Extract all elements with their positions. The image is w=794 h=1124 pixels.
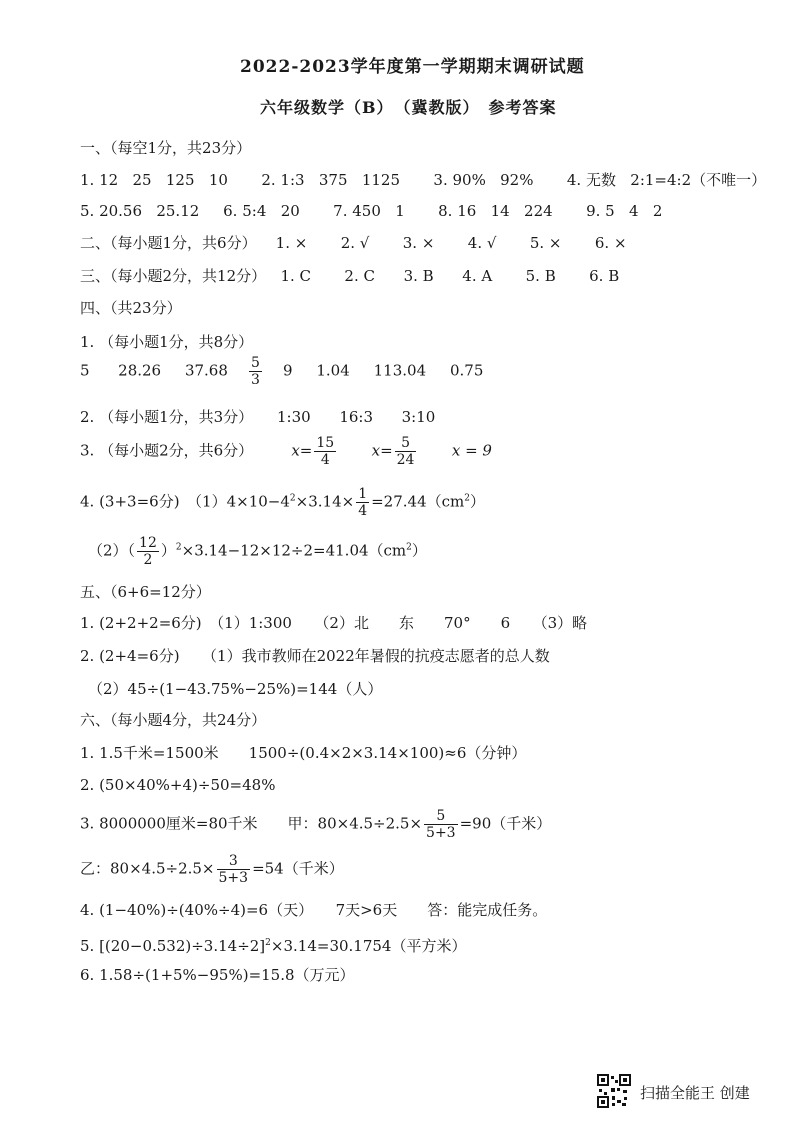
- section-4-q1-header: 1. （每小题1分，共8分）: [80, 333, 254, 351]
- section-1-header: 一、（每空1分，共23分）: [80, 139, 252, 157]
- answer: 4: [629, 202, 639, 220]
- answer: 1.04: [316, 361, 350, 380]
- answer: 25: [132, 171, 152, 189]
- section-3-header: 三、（每小题2分，共12分）: [80, 267, 267, 285]
- fraction: $\frac{12}{2}$: [139, 535, 157, 568]
- answer: 6. ×: [594, 234, 627, 252]
- fraction: $\frac{5}{3}$: [250, 355, 260, 388]
- answer: 2. √: [340, 234, 370, 252]
- section-1-row-2: [80, 201, 662, 221]
- section-6-q4: 4. (1−40%)÷(40%÷4)=6（天） 7天>6天 答：能完成任务。: [80, 901, 548, 919]
- answer: 20: [280, 202, 300, 220]
- section-6-q3b: [80, 853, 344, 886]
- equals-sign: =: [299, 441, 313, 460]
- answer: x = 9: [451, 441, 492, 460]
- section-5-q2: 2. (2+4=6分) （1）我市教师在2022年暑假的抗疫志愿者的总人数: [80, 647, 550, 665]
- expression: ）: [411, 541, 427, 560]
- expression: =27.44（cm: [371, 492, 465, 511]
- expression: 4. (3+3=6分) （1）4×10−4: [80, 492, 290, 511]
- answer: 5. ×: [529, 234, 562, 252]
- section-4-q4b: [88, 535, 427, 568]
- answer: 37.68: [184, 361, 228, 380]
- answer: 125: [165, 171, 195, 189]
- answer: 3:10: [401, 408, 436, 426]
- answer: 5: [80, 361, 90, 380]
- answer: 9. 5: [586, 202, 615, 220]
- expression: （2）（: [88, 541, 136, 560]
- fraction: $\frac{1}{4}$: [358, 486, 368, 519]
- question-label: 3. （每小题2分，共6分）: [80, 441, 254, 460]
- answer: 4. A: [462, 267, 493, 285]
- question-label: 2. （每小题1分，共3分）: [80, 408, 254, 426]
- answer: 16:3: [339, 408, 373, 426]
- equals-sign: =: [380, 441, 393, 460]
- answer: 8. 16: [438, 202, 477, 220]
- answer: 4. 无数: [566, 171, 616, 189]
- expression: 3. 8000000厘米=80千米 甲：80×4.5÷2.5×: [80, 814, 423, 833]
- answer: 2. 1:3: [261, 171, 305, 189]
- expression: ×3.14×: [295, 492, 355, 511]
- section-6-header: 六、（每小题4分，共24分）: [80, 711, 267, 729]
- answer: 0.75: [449, 361, 484, 380]
- answer: 3. B: [403, 267, 434, 285]
- section-4-q4a: [80, 486, 485, 519]
- exponent: 2: [265, 938, 271, 948]
- section-6-q6: 6. 1.58÷(1+5%−95%)=15.8（万元）: [80, 966, 355, 984]
- expression: ）: [160, 541, 176, 560]
- page-subtitle: 六年级数学（B） （冀教版） 参考答案: [260, 98, 557, 117]
- answer: 6. 5:4: [223, 202, 267, 220]
- answer: 7. 450: [333, 202, 381, 220]
- section-4-q1-values: [80, 355, 483, 388]
- section-2: [80, 233, 627, 253]
- answer: 375: [318, 171, 348, 189]
- answer: 1. ×: [275, 234, 308, 252]
- section-3: [80, 266, 619, 286]
- answer: 113.04: [373, 361, 427, 380]
- answer: 1125: [361, 171, 401, 189]
- expression: 乙：80×4.5÷2.5×: [80, 859, 215, 878]
- answer: 14: [490, 202, 510, 220]
- page-title: 2022-2023学年度第一学期期末调研试题: [240, 57, 585, 77]
- exponent: 2: [406, 542, 412, 553]
- expression: ×3.14−12×12÷2=41.04（cm: [181, 541, 407, 560]
- variable-x: x: [371, 441, 381, 460]
- answer: 2:1=4:2（不唯一）: [630, 171, 767, 189]
- answer: 5. 20.56: [80, 202, 143, 220]
- exponent: 2: [289, 493, 296, 504]
- section-2-header: 二、（每小题1分，共6分）: [80, 234, 257, 252]
- section-6-q1: 1. 1.5千米=1500米 1500÷(0.4×2×3.14×100)≈6（分钟）: [80, 744, 527, 762]
- fraction: $\frac{15}{4}$: [316, 435, 335, 468]
- section-5-q2b: （2）45÷(1−43.75%−25%)=144（人）: [88, 680, 383, 698]
- section-6-q3: [80, 808, 551, 841]
- variable-x: x: [291, 441, 300, 460]
- answer: 28.26: [118, 361, 162, 380]
- section-4-q2: [80, 407, 435, 427]
- expression: ）: [469, 492, 485, 511]
- answer: 92%: [500, 171, 534, 189]
- qr-code-icon: [597, 1074, 631, 1108]
- answer: 10: [208, 171, 228, 189]
- answer: 4. √: [467, 234, 497, 252]
- answer: 9: [282, 361, 293, 380]
- section-5-q1: 1. (2+2+2=6分) （1）1:300 （2）北 东 70° 6 （3）略: [80, 614, 588, 632]
- answer: 1:30: [277, 408, 311, 426]
- fraction: $\frac{3}{5+3}$: [218, 853, 249, 886]
- answer: 2. C: [344, 267, 375, 285]
- exponent: 2: [464, 493, 470, 504]
- section-1-row-1: [80, 170, 766, 190]
- expression: ×3.14=30.1754（平方米）: [270, 937, 467, 955]
- expression: 5. [(20−0.532)÷3.14÷2]: [80, 937, 266, 955]
- expression: =54（千米）: [252, 859, 344, 878]
- answer: 3. ×: [402, 234, 435, 252]
- expression: =90（千米）: [459, 814, 552, 833]
- answer: 1: [395, 202, 405, 220]
- answer: 1. C: [280, 267, 312, 285]
- section-4-header: 四、（共23分）: [80, 299, 182, 317]
- answer: 1. 12: [80, 171, 119, 189]
- answer: 224: [524, 202, 553, 220]
- section-5-header: 五、（6+6=12分）: [80, 583, 211, 601]
- section-6-q5: [80, 933, 466, 956]
- answer: 6. B: [589, 267, 620, 285]
- answer: 3. 90%: [433, 171, 486, 189]
- footer-watermark-text: 扫描全能王 创建: [640, 1084, 750, 1102]
- section-4-q3: [80, 435, 492, 468]
- answer: 5. B: [525, 267, 556, 285]
- answer: 25.12: [156, 202, 200, 220]
- fraction: $\frac{5}{24}$: [396, 435, 415, 468]
- section-6-q2: 2. (50×40%+4)÷50=48%: [80, 776, 276, 794]
- fraction: $\frac{5}{5+3}$: [426, 808, 456, 841]
- exponent: 2: [175, 542, 182, 553]
- answer: 2: [652, 202, 663, 220]
